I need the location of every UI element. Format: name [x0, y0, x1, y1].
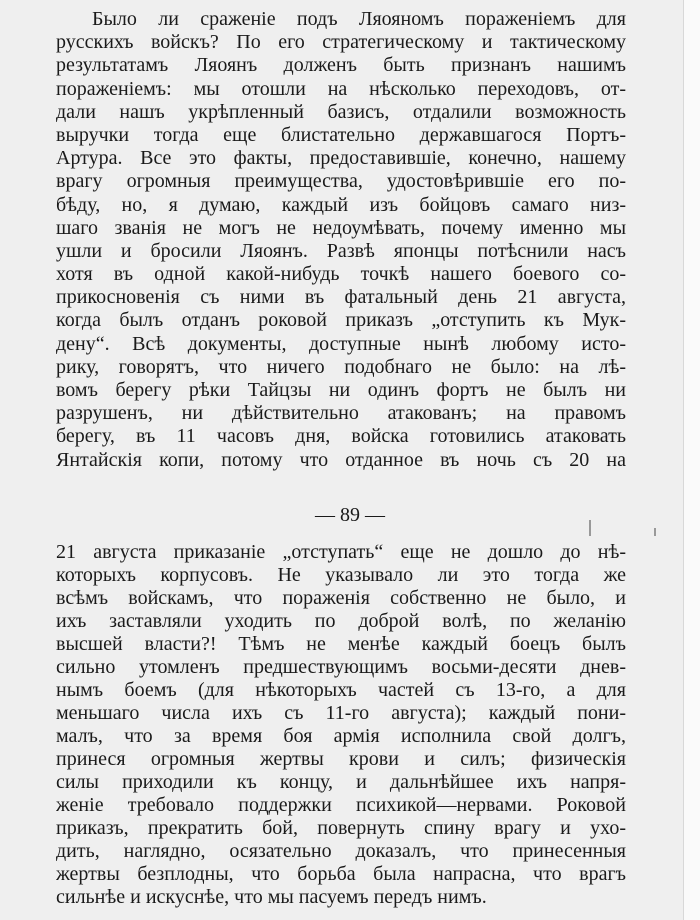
text-line: врагу огромныя преимущества, удостовѣрившіе его по-: [56, 170, 626, 193]
text-line: выручки тогда еще блистательно державшагося Портъ-: [56, 123, 626, 146]
text-line: результатамъ Ляоянъ долженъ быть признанъ нашимъ: [56, 54, 626, 77]
text-line: разрушенъ, ни дѣйствительно атакованъ; на правомъ: [56, 402, 626, 425]
text-line: силы приходили къ концу, и дальнѣйшее ихъ напря-: [56, 771, 626, 793]
text-line: сильно утомленъ предшествующимъ восьми-десяти днев-: [56, 656, 626, 678]
text-line: прикосновенія съ ними въ фатальный день 21 августа,: [56, 286, 626, 309]
text-line: вомъ берегу рѣки Тайцзы ни одинъ фортъ не былъ ни: [56, 379, 626, 401]
text-line: всѣмъ войскамъ, что пораженія собственно не было, и: [56, 587, 626, 609]
scan-mark: [654, 528, 656, 536]
text-line: принеся огромныя жертвы крови и силъ; физическія: [56, 748, 626, 770]
text-line: Артура. Все это факты, предоставившіе, конечно, нашему: [56, 147, 626, 170]
text-line: ихъ заставляли уходить по доброй волѣ, по желанію: [56, 610, 626, 632]
text-line: 21 августа приказаніе „отступать“ еще не дошло до нѣ-: [56, 541, 626, 563]
text-line: пораженіемъ: мы отошли на нѣсколько переходовъ, от-: [56, 77, 626, 100]
scan-page-edge: [683, 0, 700, 920]
text-line: шаго званія не могъ не недоумѣвать, почему именно мы: [56, 216, 626, 239]
text-line: приказъ, прекратить бой, повернуть спину врагу и ухо-: [56, 817, 626, 839]
text-line: сильнѣе и искуснѣе, что мы пасуемъ передъ нимъ.: [56, 886, 487, 908]
text-line: когда былъ отданъ роковой приказъ „отступить къ Мук-: [56, 309, 626, 332]
text-line: жертвы безплодны, что борьба была напрасна, что врагъ: [56, 863, 626, 885]
text-line: меньшаго числа ихъ съ 11-го августа); каждый пони-: [56, 702, 626, 724]
text-line: нымъ боемъ (для нѣкоторыхъ частей съ 13-го, а для: [56, 679, 626, 701]
text-line: женіе требовало поддержки психикой—нервами. Роковой: [56, 794, 626, 816]
text-line: высшей власти?! Тѣмъ не менѣе каждый боецъ былъ: [56, 633, 626, 655]
text-line: дить, наглядно, осязательно доказалъ, что принесенныя: [56, 840, 626, 862]
text-line: дену“. Всѣ документы, доступные нынѣ любому исто-: [56, 332, 626, 355]
page-number: — 89 —: [315, 504, 385, 526]
text-line: рику, говорятъ, что ничего подобнаго не было: на лѣ-: [56, 355, 626, 378]
text-line: берегу, въ 11 часовъ дня, войска готовились атаковать: [56, 425, 626, 448]
text-line: малъ, что за время боя армія исполнила свой долгъ,: [56, 725, 626, 747]
text-line: Было ли сраженіе подъ Ляояномъ пораженіемъ для: [92, 8, 626, 30]
text-line: бѣду, но, я думаю, каждый изъ бойцовъ самаго низ-: [56, 193, 626, 216]
text-line: хотя въ одной какой-нибудь точкѣ нашего боевого со-: [56, 263, 626, 286]
text-line: Янтайскія копи, потому что отданное въ ночь съ 20 на: [56, 448, 626, 471]
text-line: которыхъ корпусовъ. Не указывало ли это тогда же: [56, 564, 626, 586]
text-line: ушли и бросили Ляоянъ. Развѣ японцы потѣснили насъ: [56, 239, 626, 262]
text-line: русскихъ войскъ? По его стратегическому и тактическому: [56, 31, 626, 54]
scan-mark: [589, 520, 591, 536]
upper-page-text: [56, 8, 626, 472]
lower-page-text: [56, 541, 626, 909]
text-line: дали нашъ укрѣпленный базисъ, отдалили возможность: [56, 100, 626, 123]
